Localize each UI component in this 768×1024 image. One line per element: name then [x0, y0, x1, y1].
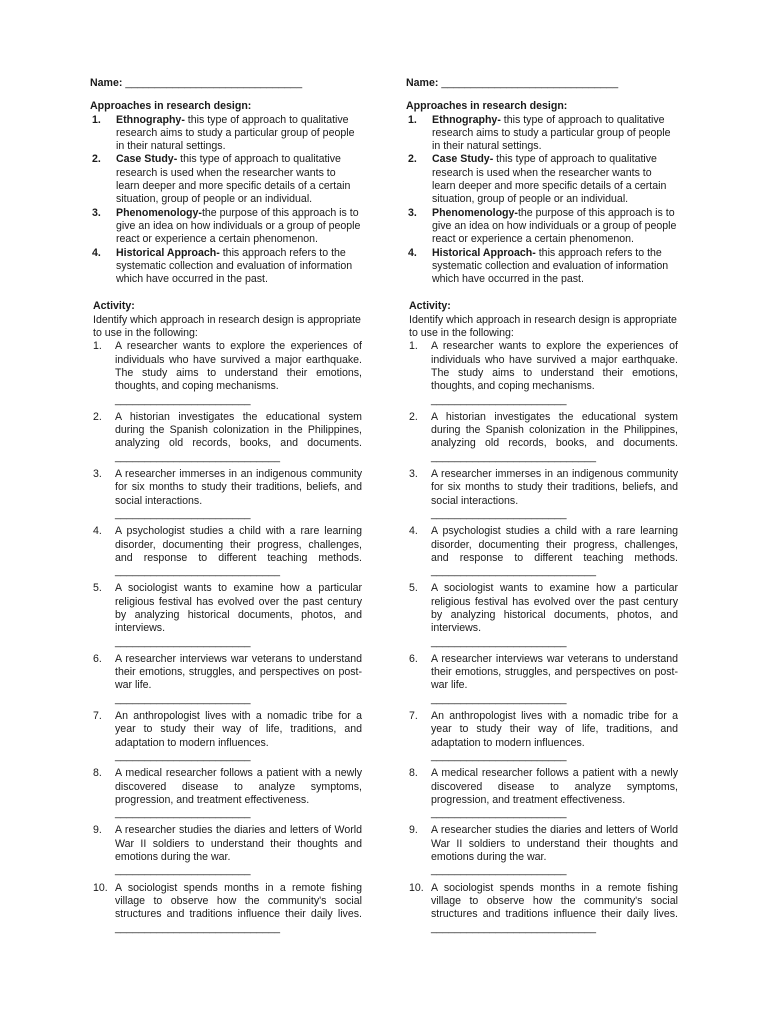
question-item — [406, 824, 678, 877]
answer-blank[interactable]: ____________________________ — [115, 921, 280, 934]
approach-description: this type of approach to qualitative research is used when the researcher wants to learn deeper and more specific details of a certain situation, group of people or an individual. — [432, 153, 667, 206]
question-text: A researcher immerses in an indigenous community for six months to study their traditions, beliefs, and social interactions. — [115, 468, 362, 507]
answer-blank[interactable]: ____________________________ — [431, 921, 596, 934]
answer-blank[interactable]: _______________________ — [115, 635, 251, 648]
worksheet-left — [90, 77, 362, 939]
approach-number: 4. — [92, 246, 101, 259]
question-text: A historian investigates the educational system during the Spanish colonization in the Philippines, analyzing old records, books, and documents. — [431, 410, 678, 450]
question-number: 8. — [93, 767, 102, 780]
approach-number: 2. — [92, 153, 101, 166]
approach-description: this type of approach to qualitative research aims to study a particular group of people in their natural settings. — [116, 113, 355, 153]
question-text: A sociologist wants to examine how a particular religious festival has evolved over the past century by analyzing historical documents, photos, and interviews. — [115, 582, 362, 635]
question-item — [406, 340, 678, 406]
approach-description: the purpose of this approach is to give an idea on how individuals or a group of people react or experience a certain phenomenon. — [432, 206, 677, 246]
approach-term: Historical Approach- — [116, 246, 220, 259]
question-item — [90, 411, 362, 464]
answer-blank[interactable]: _______________________ — [115, 692, 251, 705]
question-item — [90, 767, 362, 820]
question-item — [90, 340, 362, 406]
question-number: 1. — [93, 340, 102, 353]
answer-blank[interactable]: ____________________________ — [115, 450, 280, 463]
question-number: 6. — [409, 652, 418, 665]
answer-blank[interactable]: _______________________ — [431, 864, 567, 877]
answer-blank[interactable]: _______________________ — [115, 864, 251, 877]
worksheet-right — [406, 77, 678, 939]
approach-term: Case Study- — [432, 153, 494, 166]
approach-item — [90, 153, 362, 206]
question-item — [406, 411, 678, 464]
answer-blank[interactable]: _______________________ — [115, 507, 251, 520]
answer-blank[interactable]: _______________________ — [115, 807, 251, 820]
question-text: A sociologist spends months in a remote fishing village to observe how the community's social structures and traditions influence their daily lives. — [431, 881, 678, 921]
approach-term: Phenomenology- — [432, 206, 518, 219]
question-text: A historian investigates the educational system during the Spanish colonization in the Philippines, analyzing old records, books, and documents. — [115, 410, 362, 450]
question-item — [90, 710, 362, 763]
approach-description: this approach refers to the systematic collection and evaluation of information which have occurred in the past. — [432, 246, 669, 286]
question-text: A researcher studies the diaries and letters of World War II soldiers to understand their thoughts and emotions during the war. — [431, 824, 678, 864]
answer-blank[interactable]: _______________________ — [431, 807, 567, 820]
question-item — [406, 653, 678, 706]
question-text: A sociologist spends months in a remote fishing village to observe how the community's social structures and traditions influence their daily lives. — [115, 881, 362, 921]
question-number: 4. — [409, 525, 418, 538]
question-number: 3. — [93, 468, 102, 481]
answer-blank[interactable]: _______________________ — [115, 393, 251, 406]
answer-blank[interactable]: _______________________ — [431, 507, 567, 520]
answer-blank[interactable]: ____________________________ — [431, 450, 596, 463]
question-item — [90, 525, 362, 578]
question-item — [406, 710, 678, 763]
question-number: 8. — [409, 767, 418, 780]
question-item — [406, 468, 678, 521]
activity-title: Activity: — [93, 300, 135, 313]
question-number: 2. — [409, 410, 418, 423]
question-text: A medical researcher follows a patient with a newly discovered disease to analyze symptoms, progression, and treatment effectiveness. — [431, 767, 678, 806]
question-number: 10. — [409, 881, 424, 894]
approach-item — [90, 207, 362, 247]
answer-blank[interactable]: ____________________________ — [431, 565, 596, 578]
approach-number: 3. — [408, 206, 417, 219]
question-text: A sociologist wants to examine how a particular religious festival has evolved over the past century by analyzing historical documents, photos, and interviews. — [431, 582, 678, 635]
question-item — [90, 882, 362, 935]
question-item — [90, 468, 362, 521]
approach-number: 2. — [408, 153, 417, 166]
approach-item — [406, 114, 678, 154]
questions-list — [406, 340, 678, 934]
answer-blank[interactable]: _______________________ — [431, 692, 567, 705]
section-title: Approaches in research design: — [406, 100, 568, 113]
answer-blank[interactable]: _______________________ — [431, 749, 567, 762]
question-number: 2. — [93, 410, 102, 423]
question-number: 10. — [93, 881, 108, 894]
question-item — [90, 653, 362, 706]
name-line — [406, 77, 678, 90]
approach-item — [90, 114, 362, 154]
questions-list — [90, 340, 362, 934]
name-label: Name: — [90, 77, 123, 89]
question-item — [406, 525, 678, 578]
question-item — [406, 767, 678, 820]
approach-term: Phenomenology- — [116, 206, 202, 219]
approach-term: Historical Approach- — [432, 246, 536, 259]
answer-blank[interactable]: ____________________________ — [115, 565, 280, 578]
approach-item — [406, 153, 678, 206]
question-number: 6. — [93, 652, 102, 665]
section-title: Approaches in research design: — [90, 100, 252, 113]
question-text: A researcher interviews war veterans to understand their emotions, struggles, and perspectives on post-war life. — [431, 652, 678, 692]
activity-title: Activity: — [409, 300, 451, 313]
activity-intro: Identify which approach in research design is appropriate to use in the following: — [93, 313, 361, 340]
question-text: A researcher wants to explore the experiences of individuals who have survived a major earthquake. The study aims to understand their emotions, thoughts, and coping mechanisms. — [431, 340, 678, 393]
approach-item — [406, 207, 678, 247]
approach-item — [90, 247, 362, 287]
answer-blank[interactable]: _______________________ — [115, 749, 251, 762]
approach-number: 4. — [408, 246, 417, 259]
question-text: A researcher immerses in an indigenous community for six months to study their traditions, beliefs, and social interactions. — [431, 468, 678, 507]
question-item — [90, 824, 362, 877]
question-number: 9. — [93, 824, 102, 837]
question-number: 5. — [409, 582, 418, 595]
approach-term: Case Study- — [116, 153, 178, 166]
answer-blank[interactable]: _______________________ — [431, 635, 567, 648]
question-text: A psychologist studies a child with a rare learning disorder, documenting their progress, challenges, and response to different teaching methods. — [115, 525, 362, 564]
question-number: 3. — [409, 468, 418, 481]
approaches-list — [90, 114, 362, 287]
question-number: 7. — [93, 710, 102, 723]
activity-intro: Identify which approach in research design is appropriate to use in the following: — [409, 313, 677, 340]
question-item — [90, 582, 362, 648]
question-text: An anthropologist lives with a nomadic tribe for a year to study their way of life, traditions, and adaptation to modern influences. — [431, 710, 678, 749]
question-text: A psychologist studies a child with a rare learning disorder, documenting their progress, challenges, and response to different teaching methods. — [431, 525, 678, 564]
name-blank[interactable]: ______________________________ — [125, 77, 303, 89]
question-text: A researcher wants to explore the experiences of individuals who have survived a major earthquake. The study aims to understand their emotions, thoughts, and coping mechanisms. — [115, 340, 362, 393]
question-text: A researcher studies the diaries and letters of World War II soldiers to understand their thoughts and emotions during the war. — [115, 824, 362, 864]
name-line — [90, 77, 362, 90]
question-number: 4. — [93, 525, 102, 538]
question-number: 9. — [409, 824, 418, 837]
name-label: Name: — [406, 77, 439, 89]
question-number: 1. — [409, 340, 418, 353]
answer-blank[interactable]: _______________________ — [431, 393, 567, 406]
approach-description: this type of approach to qualitative research is used when the researcher wants to learn deeper and more specific details of a certain situation, group of people or an individual. — [116, 153, 351, 206]
question-text: A medical researcher follows a patient with a newly discovered disease to analyze symptoms, progression, and treatment effectiveness. — [115, 767, 362, 806]
approach-item — [406, 247, 678, 287]
question-text: An anthropologist lives with a nomadic tribe for a year to study their way of life, traditions, and adaptation to modern influences. — [115, 710, 362, 749]
name-blank[interactable]: ______________________________ — [441, 77, 619, 89]
question-number: 5. — [93, 582, 102, 595]
approach-number: 1. — [92, 113, 101, 126]
approaches-list — [406, 114, 678, 287]
question-text: A researcher interviews war veterans to understand their emotions, struggles, and perspectives on post-war life. — [115, 652, 362, 692]
approach-description: this type of approach to qualitative research aims to study a particular group of people in their natural settings. — [432, 113, 671, 153]
approach-number: 3. — [92, 206, 101, 219]
approach-number: 1. — [408, 113, 417, 126]
approach-term: Ethnography- — [116, 113, 185, 126]
question-item — [406, 582, 678, 648]
question-number: 7. — [409, 710, 418, 723]
approach-description: the purpose of this approach is to give an idea on how individuals or a group of people react or experience a certain phenomenon. — [116, 206, 361, 246]
approach-term: Ethnography- — [432, 113, 501, 126]
approach-description: this approach refers to the systematic collection and evaluation of information which have occurred in the past. — [116, 246, 353, 286]
question-item — [406, 882, 678, 935]
